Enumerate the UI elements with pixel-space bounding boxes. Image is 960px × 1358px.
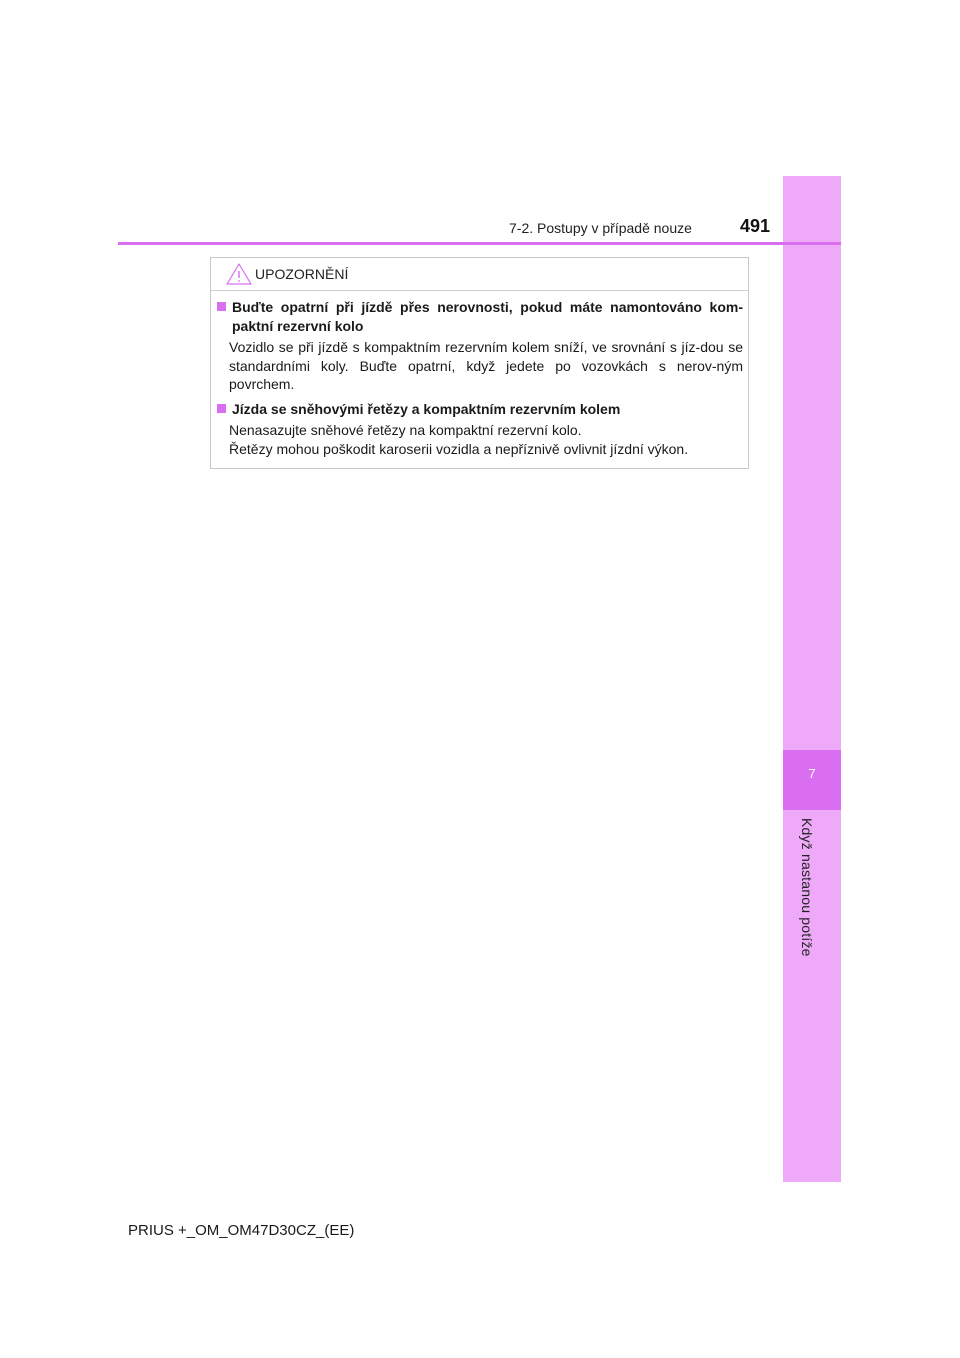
warning-item (217, 298, 743, 394)
warning-item-text-line: Řetězy mohou poškodit karoserii vozidla a nepříznivě ovlivnit jízdní výkon. (229, 440, 689, 457)
header-divider (118, 242, 841, 245)
chapter-number: 7 (808, 766, 816, 781)
warning-item-text: Vozidlo se při jízdě s kompaktním rezervním kolem sníží, ve srovnání s jíz-dou se standardními koly. Buďte opatrní, když jedete po vozovkách s nerov-ným povrchem. (229, 339, 743, 392)
warning-title: UPOZORNĚNÍ (255, 266, 349, 282)
chapter-number-block (783, 750, 841, 810)
warning-item (217, 400, 743, 459)
square-bullet-icon (217, 302, 226, 311)
warning-item-text-line: Nenasazujte sněhové řetězy na kompaktní rezervní kolo. (229, 422, 582, 438)
warning-item-heading: Buďte opatrní při jízdě přes nerovnosti, pokud máte namontováno kom-paktní rezervní kolo (232, 299, 743, 334)
chapter-side-tab (783, 176, 841, 1182)
warning-divider (211, 290, 748, 291)
warning-triangle-icon (225, 262, 253, 286)
warning-body (217, 298, 743, 460)
page-number: 491 (740, 216, 771, 236)
warning-header (225, 261, 348, 287)
square-bullet-icon (217, 404, 226, 413)
warning-item-heading: Jízda se sněhovými řetězy a kompaktním rezervním kolem (232, 400, 621, 417)
document-code: PRIUS +_OM_OM47D30CZ_(EE) (128, 1222, 355, 1239)
section-title: 7-2. Postupy v případě nouze (509, 220, 692, 236)
warning-box (210, 257, 749, 469)
chapter-title: Když nastanou potíže (799, 818, 815, 957)
